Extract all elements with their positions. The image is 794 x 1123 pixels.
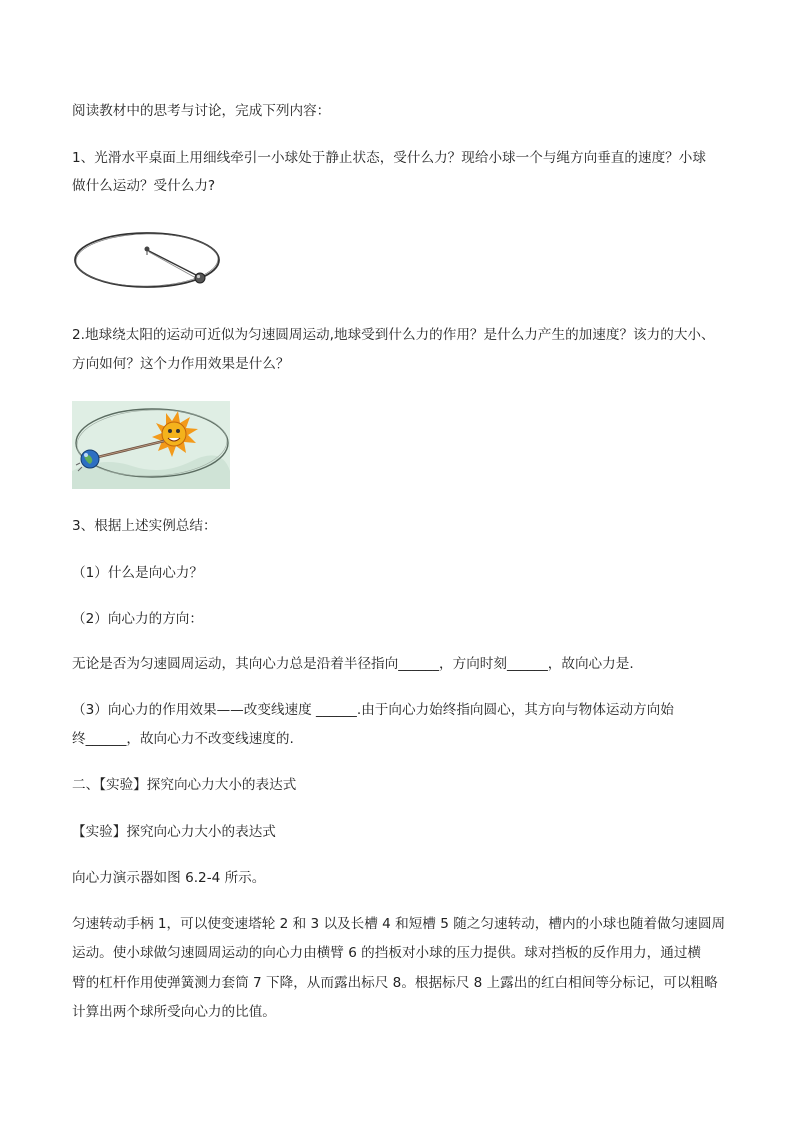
experiment-intro: 向心力演示器如图 6.2-4 所示。 bbox=[72, 870, 266, 886]
question-1-line-1: 1、光滑水平桌面上用细线牵引一小球处于静止状态，受什么力？现给小球一个与绳方向垂直的速度？小球 bbox=[72, 150, 706, 166]
experiment-paragraph-line-3: 臂的杠杆作用使弹簧测力套筒 7 下降，从而露出标尺 8。根据标尺 8 上露出的红白相间等分标记，可以粗略 bbox=[72, 975, 718, 991]
earth-sun-figure bbox=[72, 401, 230, 489]
section-2-title: 二、【实验】探究向心力大小的表达式 bbox=[72, 777, 297, 793]
question-3-1-text: （1）什么是向心力？ bbox=[72, 565, 203, 581]
question-3-3-line-1: （3）向心力的作用效果——改变线速度 ______.由于向心力始终指向圆心，其方向与物体运动方向始 bbox=[72, 702, 674, 718]
question-3-2-text: （2）向心力的方向： bbox=[72, 611, 203, 627]
question-3-3-line-2: 终______，故向心力不改变线速度的. bbox=[72, 731, 294, 747]
question-1-line-2: 做什么运动？受什么力? bbox=[72, 178, 216, 194]
question-3-2-fill-text: 无论是否为匀速圆周运动，其向心力总是沿着半径指向______，方向时刻______，故向心力是. bbox=[72, 656, 634, 672]
intro-text: 阅读教材中的思考与讨论，完成下列内容： bbox=[72, 103, 331, 119]
string-ball-figure bbox=[72, 228, 222, 292]
question-3-text: 3、根据上述实例总结： bbox=[72, 518, 217, 534]
experiment-paragraph-line-4: 计算出两个球所受向心力的比值。 bbox=[72, 1004, 276, 1020]
experiment-title: 【实验】探究向心力大小的表达式 bbox=[72, 824, 276, 840]
question-2-line-2: 方向如何？这个力作用效果是什么？ bbox=[72, 356, 290, 372]
experiment-paragraph-line-1: 匀速转动手柄 1，可以使变速塔轮 2 和 3 以及长槽 4 和短槽 5 随之匀速转动，槽内的小球也随着做匀速圆周 bbox=[72, 916, 726, 932]
earth-icon bbox=[81, 450, 99, 468]
experiment-paragraph-line-2: 运动。使小球做匀速圆周运动的向心力由横臂 6 的挡板对小球的压力提供。球对挡板的反作用力，通过横 bbox=[72, 945, 702, 961]
question-2-line-1: 2.地球绕太阳的运动可近似为匀速圆周运动,地球受到什么力的作用？是什么力产生的加速度？该力的大小、 bbox=[72, 327, 715, 343]
